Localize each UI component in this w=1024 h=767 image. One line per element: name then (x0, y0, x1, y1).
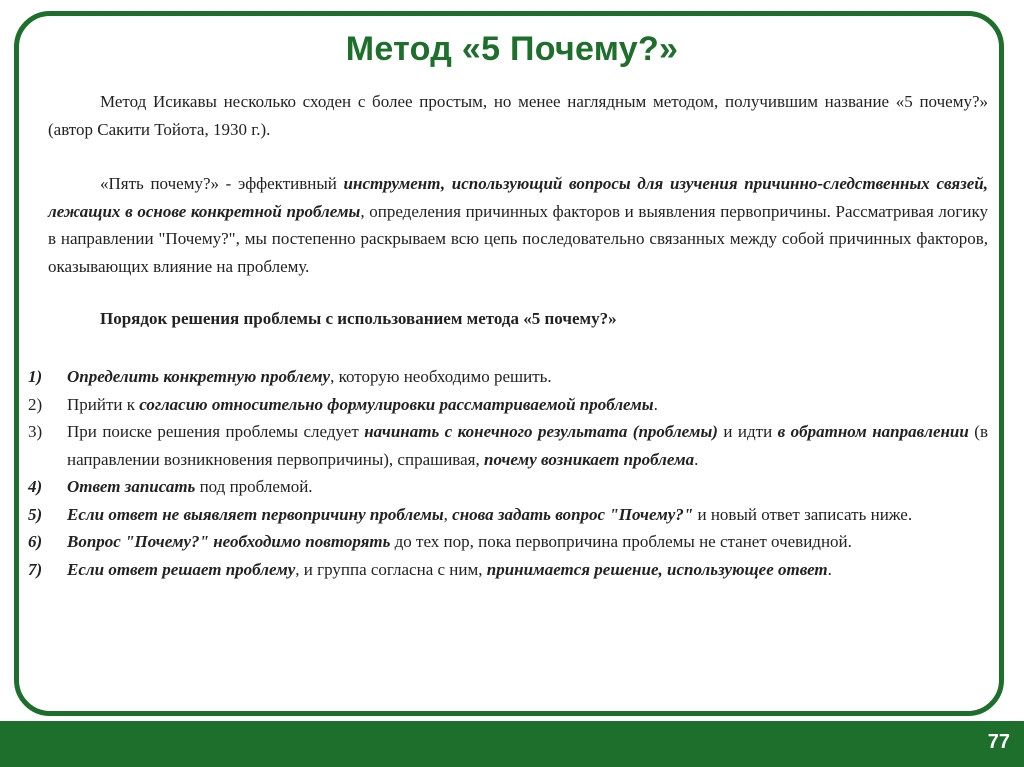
list-item (28, 501, 988, 529)
step-1-text: , которую необходимо решить. (330, 367, 552, 386)
step-number: 5) (28, 504, 43, 524)
step-number: 7) (28, 559, 43, 579)
p2-start: «Пять почему?» - эффективный (100, 174, 344, 193)
step-number: 3) (28, 422, 43, 441)
step-3-bold-1: начинать с конечного результата (проблемы) (364, 422, 718, 441)
list-item (28, 363, 988, 391)
step-1-bold: Определить конкретную проблему (67, 367, 331, 386)
step-6-text: до тех пор, пока первопричина проблемы не станет очевидной. (390, 532, 852, 551)
step-3-bold-2: в обратном направлении (777, 422, 969, 441)
p2-end: , определения причинных факторов и выявления первопричины. Рассматривая логику в направлении "Почему?", мы постепенно раскрываем всю цепь последовательно связанных между собой причинных факторов, оказывающих влияние на проблему. (48, 201, 988, 276)
step-number: 1) (28, 367, 43, 386)
intro-paragraph-1: Метод Исикавы несколько сходен с более простым, но менее наглядным методом, получившим название «5 почему?» (автор Сакити Тойота, 1930 г.). (48, 92, 988, 139)
step-7-bold-1: Если ответ решает проблему (67, 559, 296, 579)
list-item (28, 556, 988, 584)
page-number: 77 (987, 731, 1010, 753)
step-5-bold-2: снова задать вопрос "Почему?" (452, 504, 694, 524)
slide-title: Метод «5 Почему?» (345, 30, 679, 68)
step-2-pre: Прийти к (67, 394, 140, 414)
footer-bar (0, 721, 1024, 767)
step-number: 2) (28, 394, 43, 414)
intro-paragraph-2 (48, 170, 988, 280)
step-3-pre: При поиске решения проблемы следует (67, 422, 365, 441)
step-7-mid: , и группа согласна с ним, (295, 559, 487, 579)
step-number: 4) (28, 477, 43, 496)
step-3-mid-2: (в направлении возникновения первопричины), спрашивая, (67, 422, 988, 469)
step-3-end: . (694, 449, 699, 469)
list-item (28, 391, 988, 419)
step-7-end: . (827, 559, 832, 579)
list-item (28, 473, 988, 501)
intro-text (48, 88, 988, 333)
step-3-mid-1: и идти (717, 422, 778, 441)
step-4-bold: Ответ записать (67, 477, 196, 496)
step-2-end: . (653, 394, 658, 414)
step-3-bold-3: почему возникает проблема (483, 449, 695, 469)
procedure-steps (28, 363, 988, 583)
step-2-bold: согласию относительно формулировки рассматриваемой проблемы (139, 394, 654, 414)
step-5-text: и новый ответ записать ниже. (693, 504, 913, 524)
step-number: 6) (28, 532, 43, 551)
step-5-bold-1: Если ответ не выявляет первопричину проблемы (67, 504, 444, 524)
step-6-bold: Вопрос "Почему?" необходимо повторять (67, 532, 391, 551)
step-7-bold-2: принимается решение, использующее ответ (486, 559, 828, 579)
step-5-mid: , (443, 504, 453, 524)
list-item (28, 418, 988, 473)
p2-emphasis: инструмент, использующий вопросы для изучения причинно-следственных связей, лежащих в основе конкретной проблемы (48, 174, 988, 221)
list-item (28, 528, 988, 556)
step-4-text: под проблемой. (195, 477, 313, 496)
procedure-heading: Порядок решения проблемы с использованием метода «5 почему?» (100, 309, 617, 328)
